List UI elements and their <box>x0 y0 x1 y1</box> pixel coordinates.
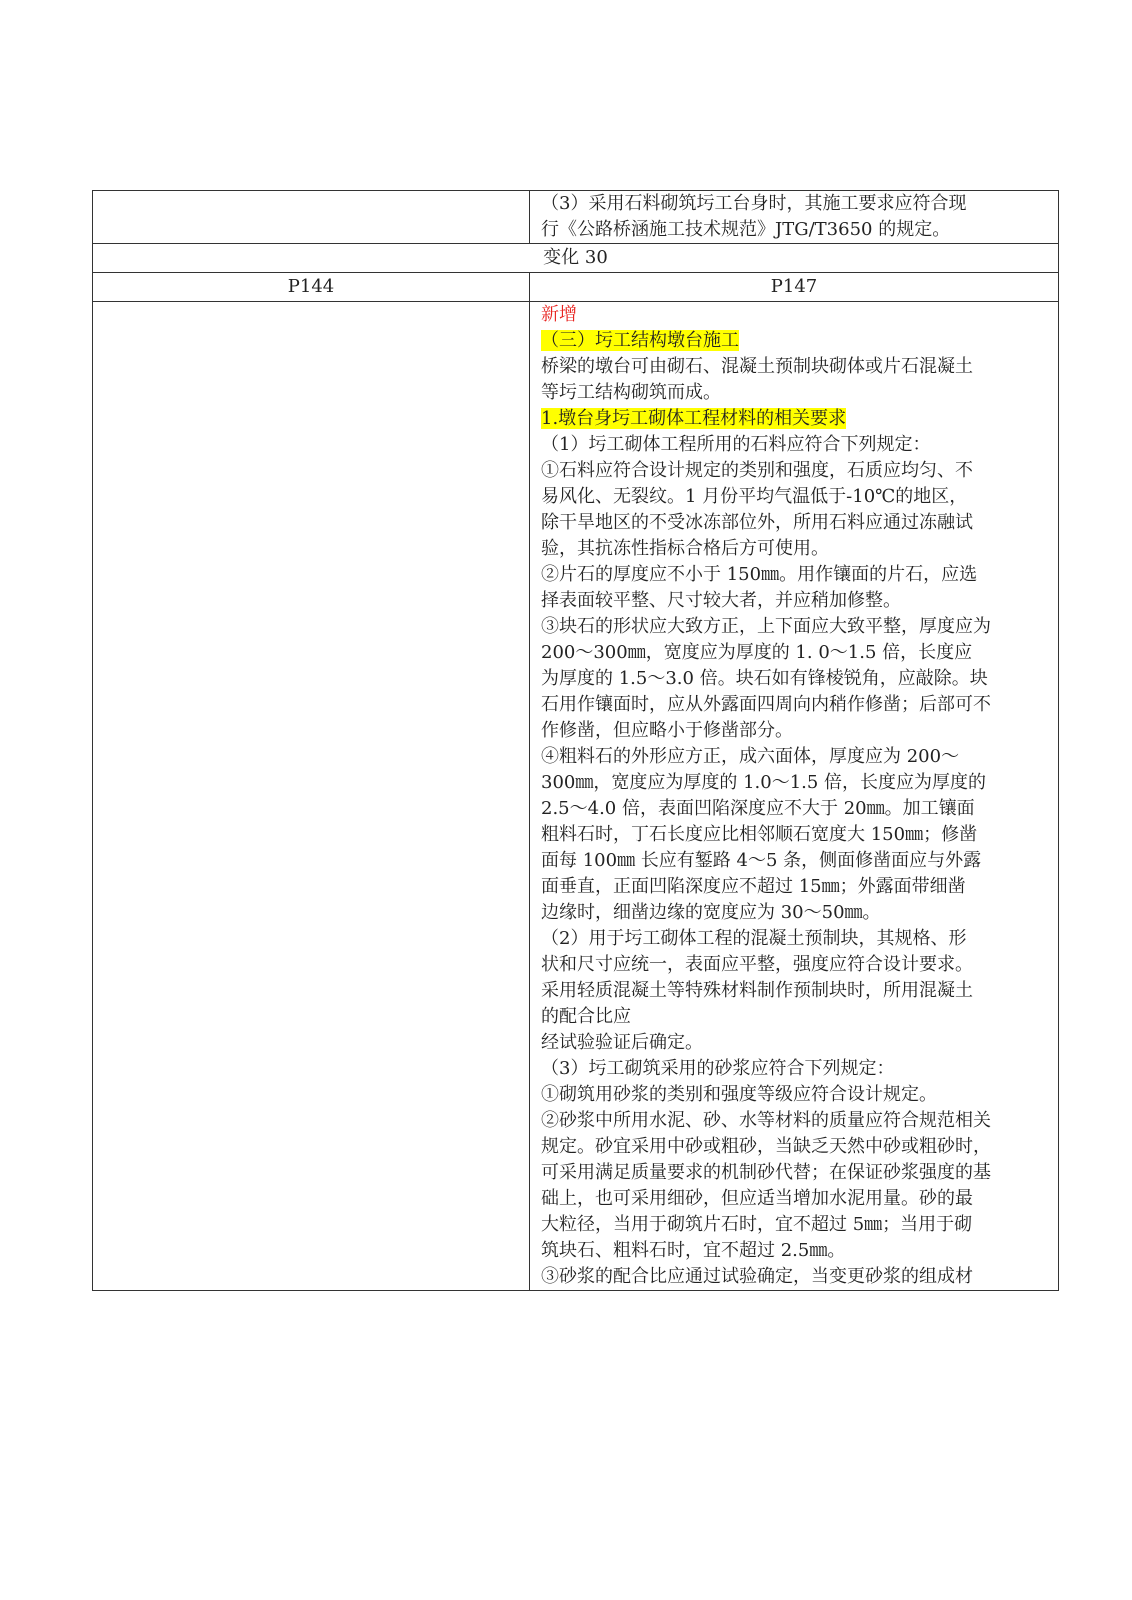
body-line: 面垂直，正面凹陷深度应不超过 15㎜；外露面带细凿 <box>541 876 966 897</box>
body-line: ④粗料石的外形应方正，成六面体，厚度应为 200～ <box>541 746 960 767</box>
section-title: （三）圬工结构墩台施工 <box>541 330 739 351</box>
body-line: 边缘时，细凿边缘的宽度应为 30～50㎜。 <box>541 902 881 923</box>
table-row-pages <box>93 273 1059 302</box>
body-line: 大粒径，当用于砌筑片石时，宜不超过 5㎜；当用于砌 <box>541 1214 973 1235</box>
body-line: 可采用满足质量要求的机制砂代替；在保证砂浆强度的基 <box>541 1162 991 1183</box>
change-label: 变化 30 <box>93 244 1059 273</box>
table-row-content <box>93 302 1059 1291</box>
body-line: （1）圬工砌体工程所用的石料应符合下列规定： <box>541 434 931 455</box>
top-right-cell <box>530 191 1059 244</box>
top-line-2: 行《公路桥涵施工技术规范》JTG/T3650 的规定。 <box>541 219 951 240</box>
body-line: 择表面较平整、尺寸较大者，并应稍加修整。 <box>541 590 901 611</box>
body-line: 除干旱地区的不受冰冻部位外，所用石料应通过冻融试 <box>541 512 973 533</box>
body-line: 采用轻质混凝土等特殊材料制作预制块时，所用混凝土 <box>541 980 973 1001</box>
added-label: 新增 <box>541 304 577 325</box>
body-line: 面每 100㎜ 长应有錾路 4～5 条，侧面修凿面应与外露 <box>541 850 982 871</box>
intro-line-2: 等圬工结构砌筑而成。 <box>541 382 721 403</box>
body-line: 规定。砂宜采用中砂或粗砂，当缺乏天然中砂或粗砂时， <box>541 1136 991 1157</box>
body-line: ②片石的厚度应不小于 150㎜。用作镶面的片石，应选 <box>541 564 978 585</box>
body-line: 的配合比应 <box>541 1006 631 1027</box>
right-page-number: P147 <box>530 273 1059 302</box>
body-line: 2.5～4.0 倍，表面凹陷深度应不大于 20㎜。加工镶面 <box>541 798 975 819</box>
table-row-change <box>93 244 1059 273</box>
top-line-1: （3）采用石料砌筑圬工台身时，其施工要求应符合现 <box>541 193 967 214</box>
intro-line-1: 桥梁的墩台可由砌石、混凝土预制块砌体或片石混凝土 <box>541 356 973 377</box>
body-line: 础上，也可采用细砂，但应适当增加水泥用量。砂的最 <box>541 1188 973 1209</box>
body-line: 验，其抗冻性指标合格后方可使用。 <box>541 538 829 559</box>
body-line: 易风化、无裂纹。1 月份平均气温低于-10℃的地区， <box>541 486 968 507</box>
comparison-table <box>92 190 1059 1291</box>
left-page-number: P144 <box>93 273 530 302</box>
content-right-cell <box>530 302 1059 1291</box>
body-line: 300㎜，宽度应为厚度的 1.0～1.5 倍，长度应为厚度的 <box>541 772 987 793</box>
body-line: 200～300㎜，宽度应为厚度的 1. 0～1.5 倍，长度应 <box>541 642 973 663</box>
body-line: 石用作镶面时，应从外露面四周向内稍作修凿；后部可不 <box>541 694 991 715</box>
body-line: （2）用于圬工砌体工程的混凝土预制块，其规格、形 <box>541 928 967 949</box>
body-line: ③块石的形状应大致方正，上下面应大致平整，厚度应为 <box>541 616 991 637</box>
subsection-title: 1.墩台身圬工砌体工程材料的相关要求 <box>541 408 847 429</box>
body-line: 筑块石、粗料石时，宜不超过 2.5㎜。 <box>541 1240 846 1261</box>
top-left-cell <box>93 191 530 244</box>
body-line: ①砌筑用砂浆的类别和强度等级应符合设计规定。 <box>541 1084 937 1105</box>
body-line: （3）圬工砌筑采用的砂浆应符合下列规定： <box>541 1058 895 1079</box>
body-line: 为厚度的 1.5～3.0 倍。块石如有锋棱锐角，应敲除。块 <box>541 668 988 689</box>
content-left-cell <box>93 302 530 1291</box>
body-line: 作修凿，但应略小于修凿部分。 <box>541 720 793 741</box>
body-line: ②砂浆中所用水泥、砂、水等材料的质量应符合规范相关 <box>541 1110 991 1131</box>
body-line: ①石料应符合设计规定的类别和强度，石质应均匀、不 <box>541 460 973 481</box>
body-line: ③砂浆的配合比应通过试验确定，当变更砂浆的组成材 <box>541 1266 973 1287</box>
body-line: 状和尺寸应统一，表面应平整，强度应符合设计要求。 <box>541 954 973 975</box>
table-row-top <box>93 191 1059 244</box>
body-line: 经试验验证后确定。 <box>541 1032 703 1053</box>
body-line: 粗料石时，丁石长度应比相邻顺石宽度大 150㎜；修凿 <box>541 824 978 845</box>
